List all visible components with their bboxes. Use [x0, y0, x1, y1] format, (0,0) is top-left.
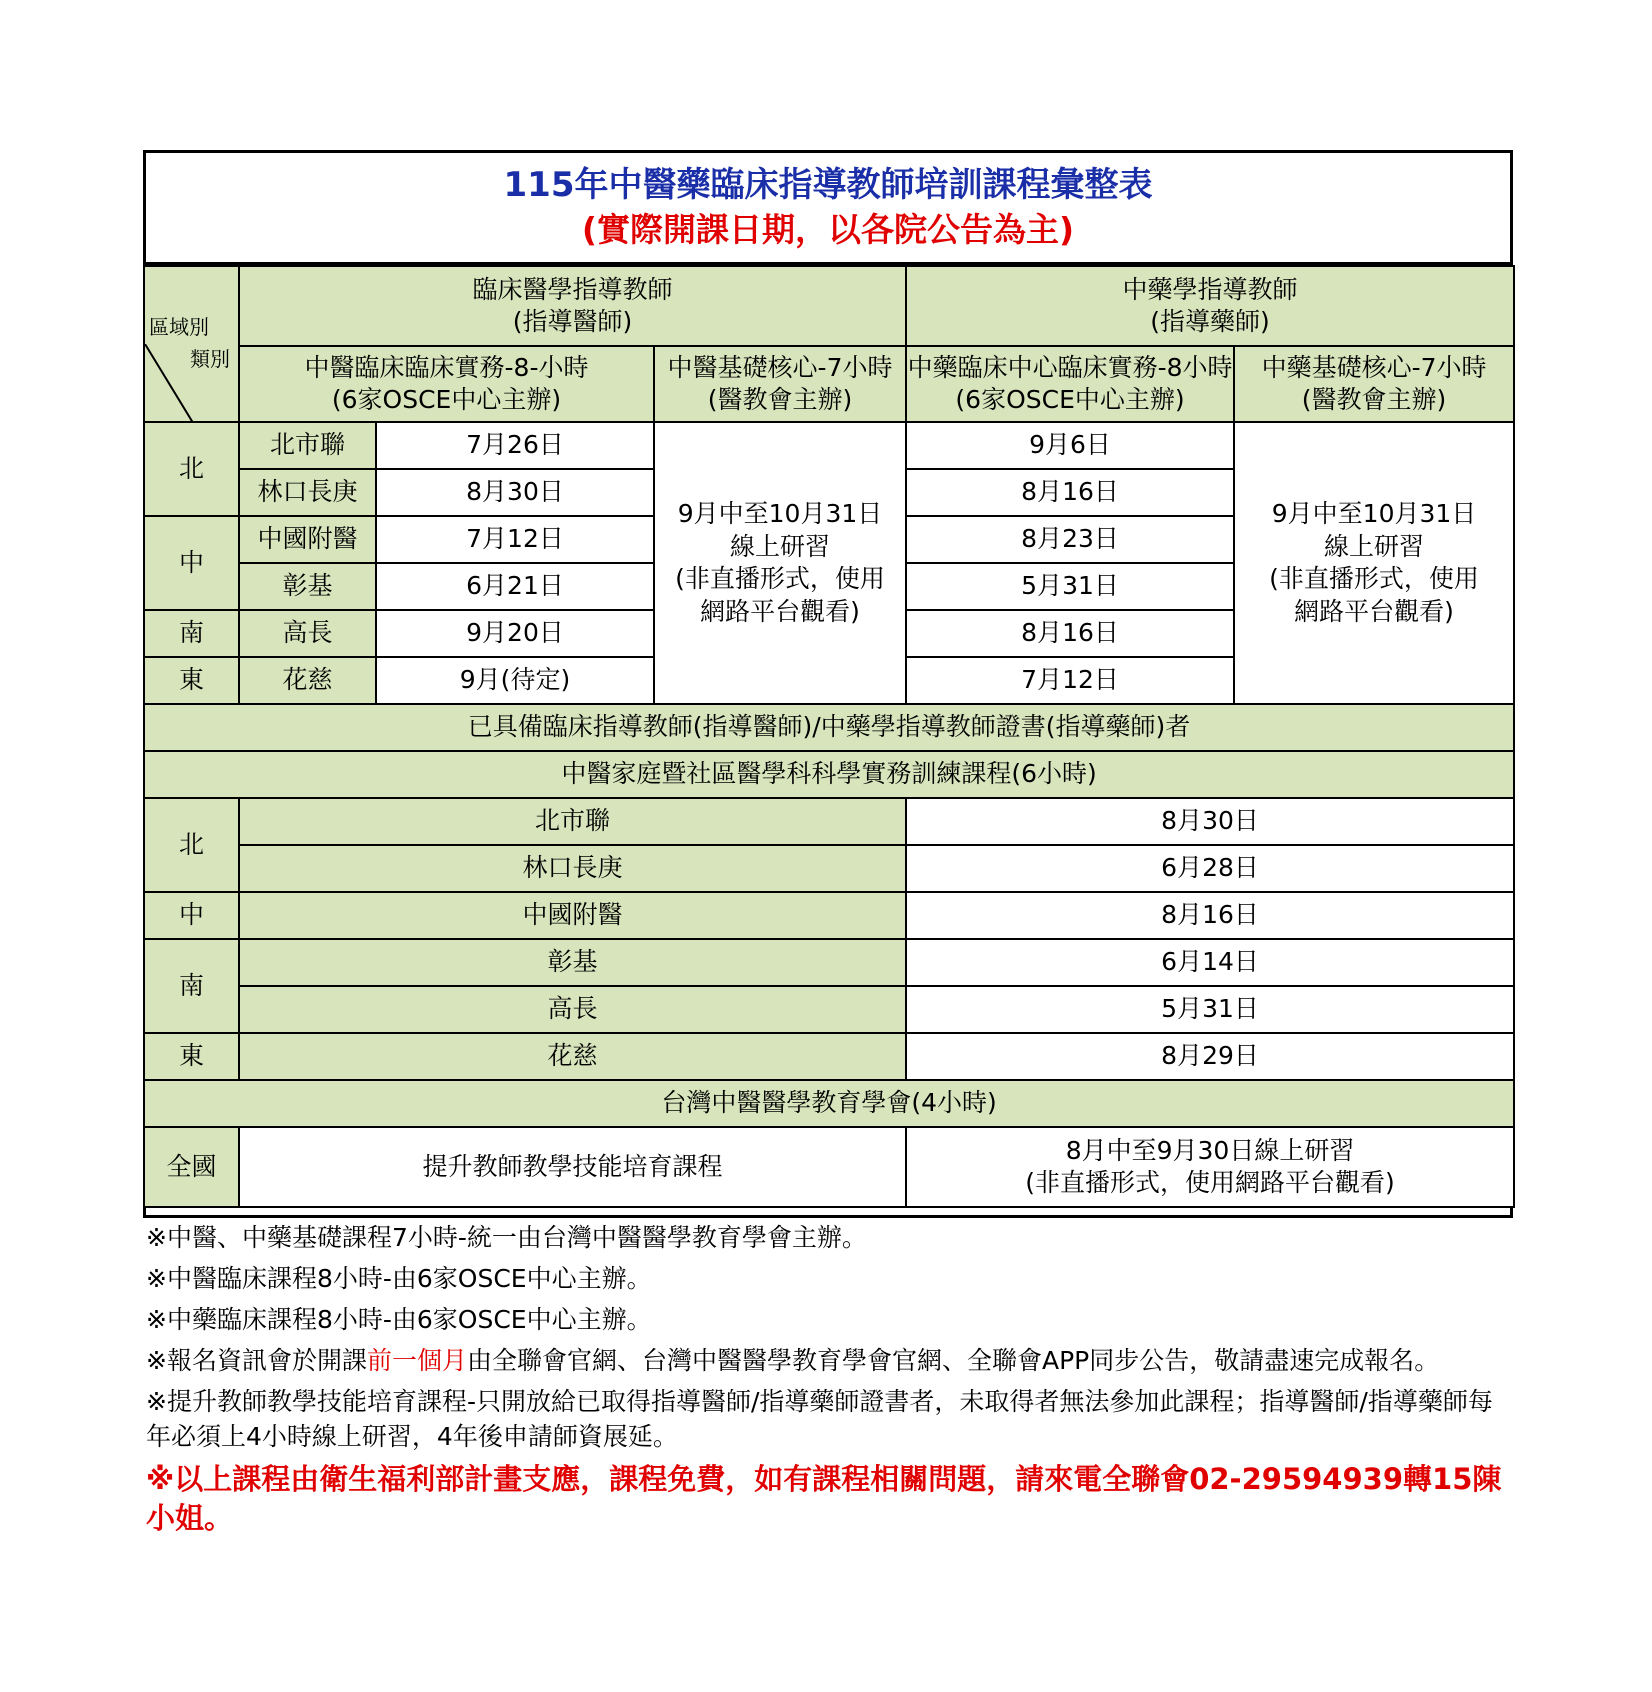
course-cell: 提升教師教學技能培育課程 — [239, 1127, 906, 1207]
notes — [146, 1220, 1516, 1544]
med-date-cell: 7月26日 — [376, 422, 654, 469]
date-cell: 8月30日 — [906, 798, 1514, 845]
hospital-cell: 北市聯 — [239, 422, 376, 469]
note: ※報名資訊會於開課前一個月由全聯會官網、台灣中醫醫學教育學會官網、全聯會APP同步公告，敬請盡速完成報名。 — [146, 1346, 1440, 1375]
highlight-text: 前一個月 — [366, 1346, 467, 1375]
note: ※中醫臨床課程8小時-由6家OSCE中心主辦。 — [146, 1264, 652, 1293]
subheader-pharm-clinical: 中藥臨床中心臨床實務-8小時 (6家OSCE中心主辦) — [906, 346, 1234, 422]
hospital-cell: 高長 — [239, 986, 906, 1033]
med-date-cell: 9月20日 — [376, 610, 654, 657]
med-date-cell: 8月30日 — [376, 469, 654, 516]
section-banner: 中醫家庭暨社區醫學科科學實務訓練課程(6小時) — [144, 751, 1514, 798]
hospital-cell: 中國附醫 — [239, 516, 376, 563]
subheader-med-core: 中醫基礎核心-7小時 (醫教會主辦) — [654, 346, 906, 422]
region-cell: 北 — [144, 422, 239, 516]
region-cell: 東 — [144, 657, 239, 704]
region-cell: 全國 — [144, 1127, 239, 1207]
note: ※提升教師教學技能培育課程-只開放給已取得指導醫師/指導藥師證書者，未取得者無法參加此課程；指導醫師/指導藥師每年必須上4小時線上研習，4年後申請師資展延。 — [146, 1387, 1493, 1451]
date-cell: 6月14日 — [906, 939, 1514, 986]
date-cell: 6月28日 — [906, 845, 1514, 892]
contact-note: ※以上課程由衛生福利部計畫支應，課程免費，如有課程相關問題，請來電全聯會02-29594939轉15陳小姐。 — [146, 1462, 1502, 1536]
pharm-core-online-cell: 9月中至10月31日 線上研習 (非直播形式，使用 網路平台觀看) — [1234, 422, 1514, 704]
pharm-date-cell: 8月23日 — [906, 516, 1234, 563]
group-header-pharmacy: 中藥學指導教師 (指導藥師) — [906, 266, 1514, 346]
hospital-cell: 彰基 — [239, 563, 376, 610]
hospital-cell: 花慈 — [239, 1033, 906, 1080]
date-cell: 8月中至9月30日線上研習 (非直播形式，使用網路平台觀看) — [906, 1127, 1514, 1207]
subheader-med-clinical: 中醫臨床臨床實務-8-小時 (6家OSCE中心主辦) — [239, 346, 654, 422]
subheader-pharm-core: 中藥基礎核心-7小時 (醫教會主辦) — [1234, 346, 1514, 422]
title-block — [146, 153, 1510, 265]
section-banner: 已具備臨床指導教師(指導醫師)/中藥學指導教師證書(指導藥師)者 — [144, 704, 1514, 751]
page-title: 115年中醫藥臨床指導教師培訓課程彙整表 — [503, 165, 1153, 205]
pharm-date-cell: 9月6日 — [906, 422, 1234, 469]
note: ※中醫、中藥基礎課程7小時-統一由台灣中醫醫學教育學會主辦。 — [146, 1223, 867, 1252]
date-cell: 8月29日 — [906, 1033, 1514, 1080]
pharm-date-cell: 8月16日 — [906, 469, 1234, 516]
hospital-cell: 林口長庚 — [239, 469, 376, 516]
pharm-date-cell: 7月12日 — [906, 657, 1234, 704]
region-cell: 南 — [144, 610, 239, 657]
med-core-online-cell: 9月中至10月31日 線上研習 (非直播形式，使用 網路平台觀看) — [654, 422, 906, 704]
section-banner: 台灣中醫醫學教育學會(4小時) — [144, 1080, 1514, 1127]
hospital-cell: 中國附醫 — [239, 892, 906, 939]
region-cell: 北 — [144, 798, 239, 892]
pharm-date-cell: 8月16日 — [906, 610, 1234, 657]
corner-label-region: 區域別 — [149, 315, 209, 339]
corner-label-category: 類別 — [190, 347, 230, 371]
med-date-cell: 9月(待定) — [376, 657, 654, 704]
hospital-cell: 彰基 — [239, 939, 906, 986]
date-cell: 5月31日 — [906, 986, 1514, 1033]
group-header-medicine: 臨床醫學指導教師 (指導醫師) — [239, 266, 906, 346]
hospital-cell: 林口長庚 — [239, 845, 906, 892]
page-subtitle: (實際開課日期，以各院公告為主) — [581, 210, 1075, 249]
region-cell: 中 — [144, 892, 239, 939]
date-cell: 8月16日 — [906, 892, 1514, 939]
med-date-cell: 7月12日 — [376, 516, 654, 563]
region-cell: 中 — [144, 516, 239, 610]
region-cell: 東 — [144, 1033, 239, 1080]
region-cell: 南 — [144, 939, 239, 1033]
hospital-cell: 高長 — [239, 610, 376, 657]
hospital-cell: 花慈 — [239, 657, 376, 704]
hospital-cell: 北市聯 — [239, 798, 906, 845]
corner-header — [144, 266, 239, 422]
pharm-date-cell: 5月31日 — [906, 563, 1234, 610]
schedule-table — [143, 265, 1515, 1208]
med-date-cell: 6月21日 — [376, 563, 654, 610]
note: ※中藥臨床課程8小時-由6家OSCE中心主辦。 — [146, 1305, 652, 1334]
